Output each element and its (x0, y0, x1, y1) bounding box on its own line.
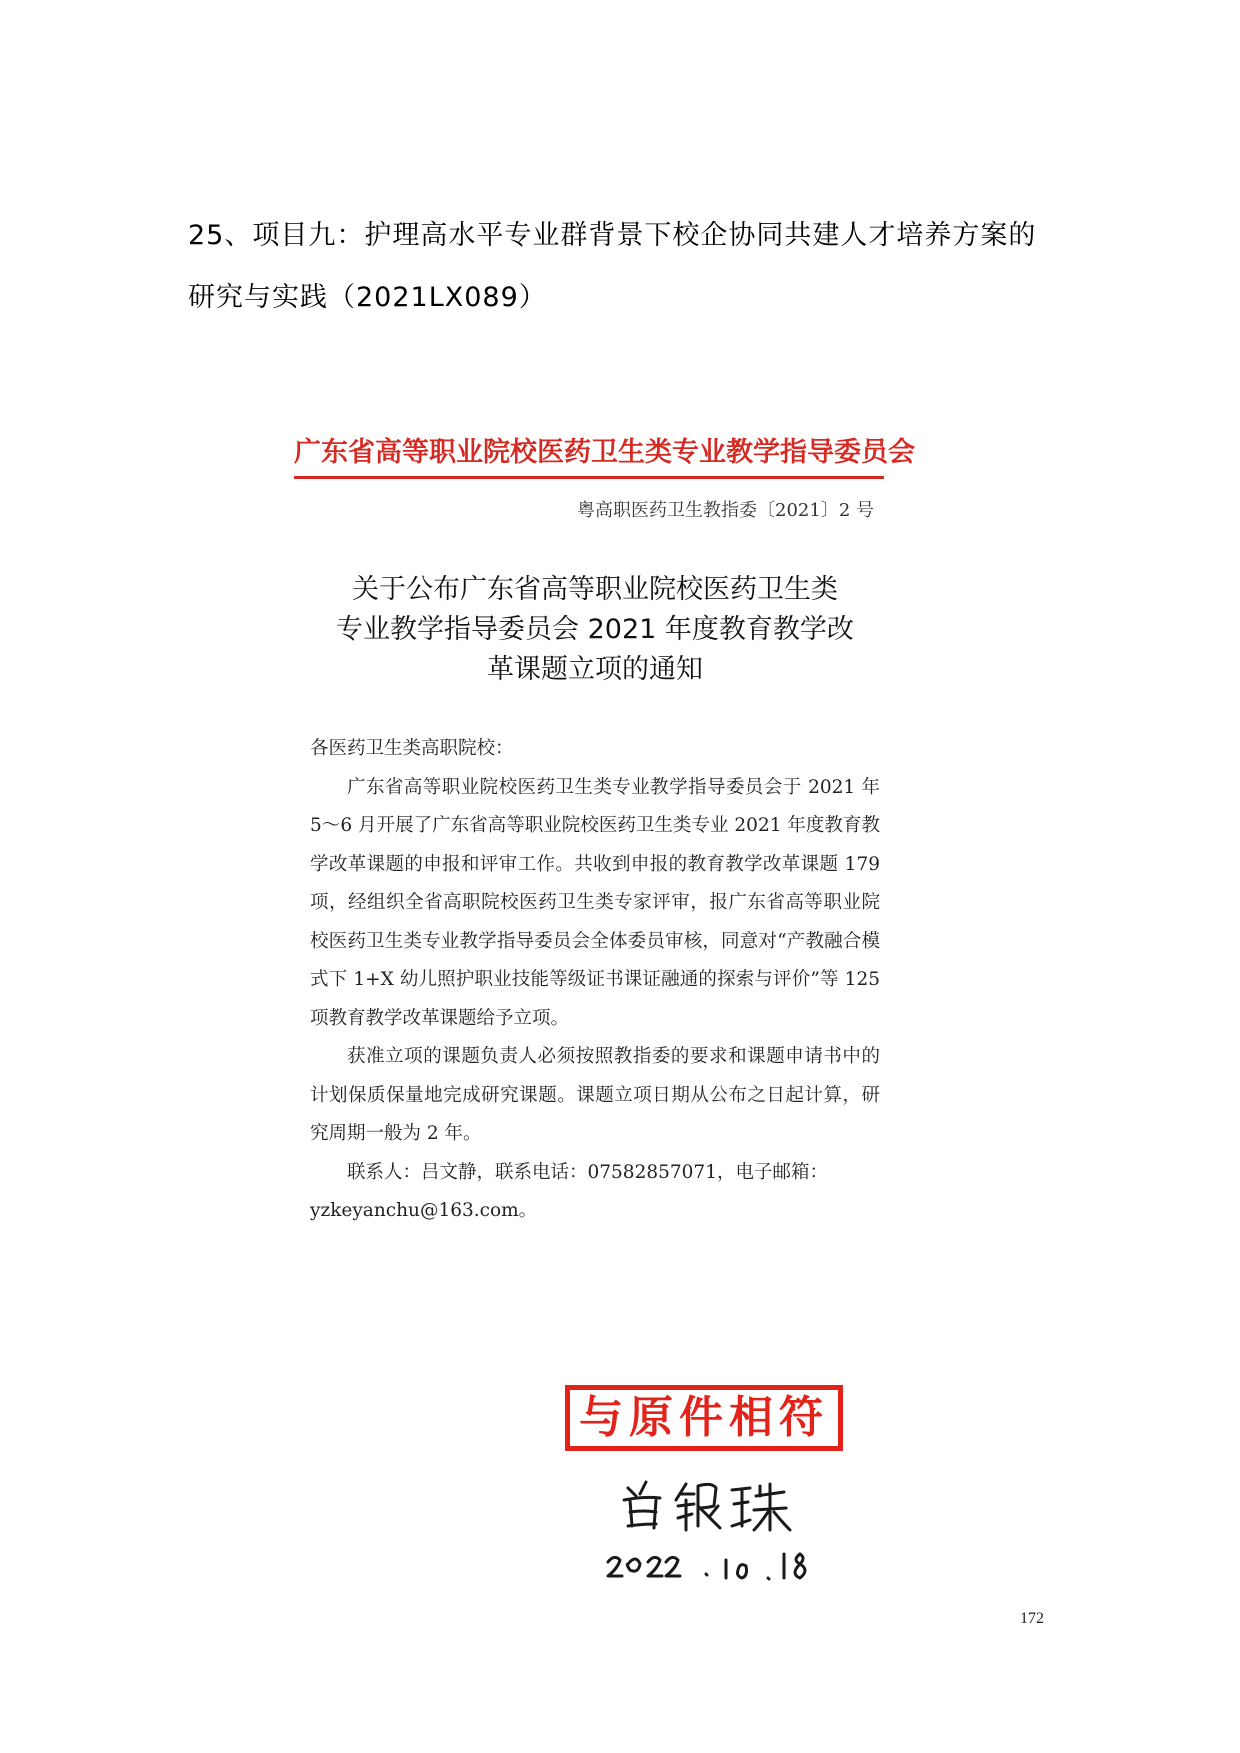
red-header-rule (294, 476, 884, 479)
notice-title (280, 570, 910, 690)
stamp-text: 与原件相符 (579, 1392, 829, 1443)
salutation: 各医药卫生类高职院校： (310, 738, 514, 759)
scanned-notice (280, 420, 915, 1570)
notice-title-line: 专业教学指导委员会 2021 年度教育教学改 (336, 614, 854, 645)
contact-line: 联系人：吕文静，联系电话：07582857071，电子邮箱： (347, 1161, 828, 1183)
body-paragraph-2: 获准立项的课题负责人必须按照教指委的要求和课题申请书中的计划保质保量地完成研究课题。课题立项日期从公布之日起计算，研究周期一般为 2 年。 (310, 1046, 880, 1144)
body-paragraph-1: 广东省高等职业院校医药卫生类专业教学指导委员会于 2021 年 5～6 月开展了广东省高等职业院校医药卫生类专业 2021 年度教育教学改革课题的申报和评审工作。共收到申报的教育教学改革课题 179 项，经组织全省高职院校医药卫生类专家评审，报广东省高等职业院校医药卫生类专业教学指导委员会全体委员审核，同意对“产教融合模式下 1+X 幼儿照护职业技能等级证书课证融通的探索与评价”等 125 项教育教学改革课题给予立项。 (310, 776, 880, 1029)
notice-title-line: 革课题立项的通知 (487, 654, 703, 685)
section-heading (188, 205, 1068, 329)
notice-body (310, 730, 880, 1231)
section-heading-line2: 研究与实践（2021LX089） (188, 282, 547, 313)
page-number: 172 (1020, 1610, 1044, 1627)
handwritten-signature (600, 1460, 840, 1600)
document-number: 粤高职医药卫生教指委〔2021〕2 号 (577, 500, 874, 521)
certified-copy-stamp (565, 1385, 843, 1451)
issuing-organization: 广东省高等职业院校医药卫生类专业教学指导委员会 (294, 437, 915, 468)
email-line: yzkeyanchu@163.com。 (310, 1200, 538, 1221)
notice-title-line: 关于公布广东省高等职业院校医药卫生类 (352, 574, 838, 605)
section-heading-line1: 25、项目九：护理高水平专业群背景下校企协同共建人才培养方案的 (188, 220, 1037, 251)
